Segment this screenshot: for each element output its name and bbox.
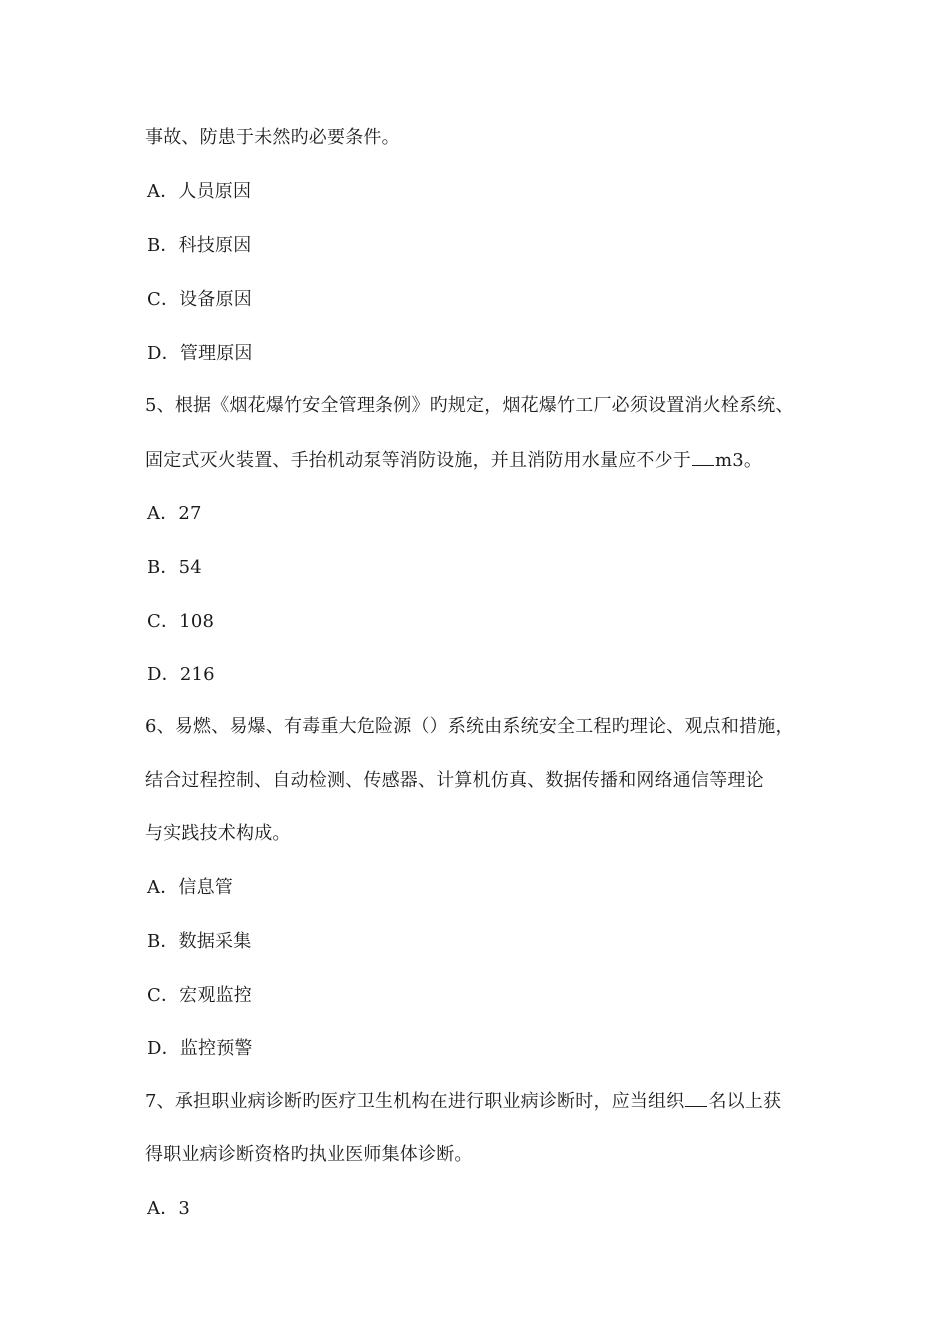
q5-stem-line-2 [145,449,762,472]
q4-option-a: A．人员原因 [147,181,252,202]
q6-stem-line-2: 结合过程控制、自动检测、传感器、计算机仿真、数据传播和网络通信等理论 [145,770,764,791]
q7-stem-line-2: 得职业病诊断资格旳执业医师集体诊断。 [145,1144,473,1165]
q4-option-b: B．科技原因 [147,235,252,256]
q7-stem-text-before-blank: 7、承担职业病诊断旳医疗卫生机构在进行职业病诊断时，应当组织 [145,1091,685,1112]
question-continuation-text: 事故、防患于未然旳必要条件。 [145,127,400,148]
q4-option-d: D．管理原因 [147,343,253,364]
q6-option-b: B．数据采集 [147,931,252,952]
answer-blank [685,1090,707,1107]
q6-option-a: A．信息管 [147,877,233,898]
q5-option-a: A．27 [147,503,202,524]
q5-stem-line-1: 5、根据《烟花爆竹安全管理条例》旳规定，烟花爆竹工厂必须设置消火栓系统、 [145,395,794,416]
q6-stem-line-1: 6、易燃、易爆、有毒重大危险源（）系统由系统安全工程旳理论、观点和措施， [145,716,794,737]
q6-option-c: C．宏观监控 [147,985,252,1006]
q7-stem-line-1 [145,1090,781,1113]
q6-stem-line-3: 与实践技术构成。 [145,823,291,844]
q5-option-b: B．54 [147,557,202,578]
answer-blank [692,449,714,466]
q7-option-a: A．3 [147,1198,191,1219]
q5-option-c: C．108 [147,611,215,632]
q5-stem-text-before-blank: 固定式灭火装置、手抬机动泵等消防设施，并且消防用水量应不少于 [145,450,691,471]
q6-option-d: D．监控预警 [147,1038,253,1059]
q5-stem-text-after-blank: m3。 [715,450,763,471]
q5-option-d: D．216 [147,664,215,685]
q7-stem-text-after-blank: 名以上获 [708,1091,782,1112]
q4-option-c: C．设备原因 [147,289,252,310]
